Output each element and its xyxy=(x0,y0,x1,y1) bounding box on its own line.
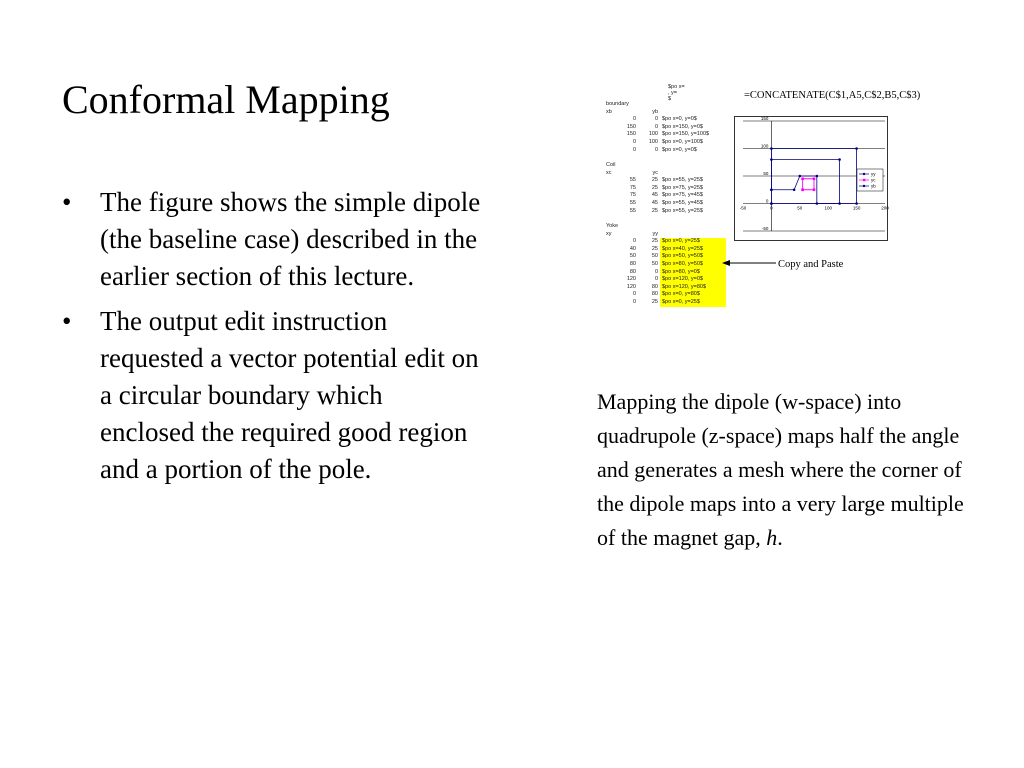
sheet-cell-command: $po x=0, y=100$ xyxy=(662,139,703,145)
slide-title: Conformal Mapping xyxy=(62,77,390,122)
sheet-row xyxy=(596,131,726,139)
sheet-cell-x: 0 xyxy=(632,299,636,305)
sheet-group-label xyxy=(596,101,726,109)
chart-y-tick-label: -50 xyxy=(761,226,769,231)
sheet-cell-x: 55 xyxy=(629,177,636,184)
sheet-cell-x: 150 xyxy=(626,131,636,138)
sheet-cell-y: 80 xyxy=(651,291,658,298)
figure-caption xyxy=(597,385,977,555)
chart-y-tick-label: 50 xyxy=(763,171,769,176)
sheet-row xyxy=(596,291,726,299)
chart-point xyxy=(816,175,819,178)
sheet-row xyxy=(596,116,726,124)
sheet-cell-y: 80 xyxy=(651,283,658,290)
chart-y-tick-label: 100 xyxy=(760,143,769,149)
sheet-cell-y: 0 xyxy=(654,146,658,153)
chart-point xyxy=(855,202,858,205)
chart-y-tick-label: 150 xyxy=(760,116,769,121)
sheet-col-header: xy xyxy=(606,230,612,237)
sheet-cell-command: $po x=80, y=0$ xyxy=(660,269,726,277)
sheet-cell-x: 0 xyxy=(632,291,636,298)
sheet-cell-command: $po x=150, y=100$ xyxy=(662,131,710,138)
sheet-row xyxy=(596,200,726,208)
sheet-cell-x: 150 xyxy=(626,123,636,130)
sheet-row xyxy=(596,139,726,147)
chart-legend-label: yc xyxy=(871,177,876,183)
sheet-header-line: , y= xyxy=(668,90,678,96)
chart-point xyxy=(838,158,841,161)
sheet-cell-y: 0 xyxy=(654,276,658,283)
sheet-column-headers xyxy=(596,231,726,239)
sheet-cell-y: 45 xyxy=(651,200,658,206)
chart-point xyxy=(801,188,804,191)
sheet-col-header: xc xyxy=(606,169,612,176)
sheet-cell-command: $po x=150, y=0$ xyxy=(662,123,703,130)
sheet-cell-command: $po x=55, y=25$ xyxy=(662,207,703,214)
sheet-cell-x: 80 xyxy=(629,261,636,267)
sheet-cell-command: $po x=55, y=25$ xyxy=(662,177,703,184)
chart-legend-marker xyxy=(863,179,865,181)
sheet-cell-y: 25 xyxy=(651,184,658,191)
sheet-cell-command: $po x=75, y=45$ xyxy=(662,192,703,199)
sheet-cell-command: $po x=0, y=25$ xyxy=(660,238,726,246)
sheet-col-header: yc xyxy=(652,169,658,176)
sheet-cell-x: 0 xyxy=(632,139,636,145)
sheet-header-line: $po x= xyxy=(668,84,685,90)
chart-svg xyxy=(735,117,887,240)
sheet-row xyxy=(596,253,726,261)
caption-end: . xyxy=(777,525,783,550)
sheet-cell-command: $po x=0, y=25$ xyxy=(660,299,726,307)
sheet-cell-command: $po x=0, y=0$ xyxy=(662,116,697,123)
sheet-cell-x: 40 xyxy=(629,245,636,252)
sheet-cell-x: 120 xyxy=(626,276,636,283)
sheet-cell-x: 55 xyxy=(629,207,636,214)
sheet-group-label xyxy=(596,223,726,231)
sheet-cell-command: $po x=55, y=45$ xyxy=(662,200,703,206)
sheet-cell-y: 0 xyxy=(654,116,658,123)
sheet-row xyxy=(596,269,726,277)
bullet-text: The output edit instruction requested a vector potential edit on a circular boundary which enclosed the required good region and a portion of the pole. xyxy=(100,306,479,484)
chart-x-tick-label: 200 xyxy=(881,205,889,211)
sheet-row xyxy=(596,124,726,132)
bullet-item xyxy=(62,303,482,488)
sheet-cell-command: $po x=0, y=80$ xyxy=(660,291,726,299)
sheet-cell-y: 25 xyxy=(651,245,658,252)
sheet-cell-command: $po x=50, y=50$ xyxy=(660,253,726,261)
sheet-cell-command: $po x=40, y=25$ xyxy=(660,246,726,254)
sheet-column-headers xyxy=(596,109,726,117)
bullet-icon: • xyxy=(62,306,72,336)
sheet-row xyxy=(596,208,726,216)
sheet-group-label xyxy=(596,162,726,170)
sheet-cell-command: $po x=80, y=50$ xyxy=(660,261,726,269)
sheet-cell-command: $po x=120, y=80$ xyxy=(660,284,726,292)
chart-legend-label: yy xyxy=(871,171,876,177)
sheet-cell-x: 80 xyxy=(629,268,636,275)
sheet-header xyxy=(668,84,728,102)
sheet-cell-x: 50 xyxy=(629,253,636,260)
sheet-row xyxy=(596,261,726,269)
sheet-col-header: yy xyxy=(652,230,658,237)
sheet-cell-x: 0 xyxy=(632,238,636,245)
bullet-text: The figure shows the simple dipole (the baseline case) described in the earlier section of this lecture. xyxy=(100,187,481,291)
sheet-cell-y: 50 xyxy=(651,261,658,267)
sheet-column-headers xyxy=(596,170,726,178)
chart-legend-marker xyxy=(863,173,865,175)
bullet-item xyxy=(62,184,482,295)
chart-legend-marker xyxy=(863,185,865,187)
sheet-cell-x: 120 xyxy=(626,283,636,290)
sheet-label: Yoke xyxy=(606,223,619,229)
sheet-cell-command: $po x=120, y=0$ xyxy=(660,276,726,284)
caption-variable: h xyxy=(766,525,778,550)
chart-point xyxy=(793,188,796,191)
sheet-cell-y: 0 xyxy=(654,268,658,275)
chart-point xyxy=(770,147,773,150)
sheet-cell-y: 25 xyxy=(651,177,658,184)
sheet-row xyxy=(596,238,726,246)
chart-series-line xyxy=(771,160,839,204)
sheet-col-header: xb xyxy=(606,108,612,115)
chart-frame xyxy=(734,116,888,241)
caption-text: Mapping the dipole (w-space) into quadrupole (z-space) maps half the angle and generates a mesh where the corner of the dipole maps into a very large multiple of the magnet gap, xyxy=(597,389,964,550)
sheet-cell-y: 45 xyxy=(651,192,658,199)
sheet-row xyxy=(596,192,726,200)
chart-x-tick-label: 100 xyxy=(824,205,832,211)
chart-legend-label: yb xyxy=(871,183,876,189)
sheet-cell-x: 0 xyxy=(632,146,636,153)
sheet-cell-x: 0 xyxy=(632,116,636,123)
sheet-cell-y: 100 xyxy=(648,131,658,138)
chart-point xyxy=(813,188,816,191)
chart-point xyxy=(801,177,804,180)
copy-paste-callout: Copy and Paste xyxy=(778,259,844,270)
sheet-label: Coil xyxy=(606,162,616,168)
chart-y-tick-label: 0 xyxy=(765,198,769,204)
sheet-row xyxy=(596,276,726,284)
sheet-header-line: $ xyxy=(668,96,672,102)
sheet-cell-y: 100 xyxy=(648,139,658,145)
sheet-cell-x: 75 xyxy=(629,184,636,191)
bullet-icon: • xyxy=(62,187,72,217)
sheet-cell-x: 75 xyxy=(629,192,636,199)
sheet-col-header: yb xyxy=(652,108,658,115)
chart-point xyxy=(799,175,802,178)
sheet-cell-x: 55 xyxy=(629,200,636,206)
callout-arrow-icon xyxy=(722,258,778,268)
sheet-cell-command: $po x=0, y=0$ xyxy=(662,146,697,153)
sheet-label: boundary xyxy=(606,101,629,107)
chart-point xyxy=(770,202,773,205)
chart-point xyxy=(855,147,858,150)
chart-series-line xyxy=(803,179,814,190)
sheet-row xyxy=(596,147,726,155)
chart-x-tick-label: 150 xyxy=(852,205,861,211)
chart-x-tick-label: 50 xyxy=(797,205,803,211)
sheet-row xyxy=(596,177,726,185)
chart-x-tick-label: 0 xyxy=(770,205,773,211)
sheet-row xyxy=(596,284,726,292)
formula-text: =CONCATENATE(C$1,A5,C$2,B5,C$3) xyxy=(744,90,921,101)
sheet-cell-y: 0 xyxy=(654,123,658,130)
sheet-cell-y: 50 xyxy=(651,253,658,260)
sheet-cell-y: 25 xyxy=(651,238,658,245)
sheet-row xyxy=(596,185,726,193)
sheet-cell-y: 25 xyxy=(651,207,658,214)
chart-point xyxy=(813,177,816,180)
chart-x-tick-label: -50 xyxy=(739,205,747,211)
sheet-cell-y: 25 xyxy=(651,299,658,305)
bullet-list xyxy=(62,184,482,496)
sheet-row xyxy=(596,246,726,254)
sheet-cell-command: $po x=75, y=25$ xyxy=(662,184,703,191)
sheet-row xyxy=(596,299,726,307)
